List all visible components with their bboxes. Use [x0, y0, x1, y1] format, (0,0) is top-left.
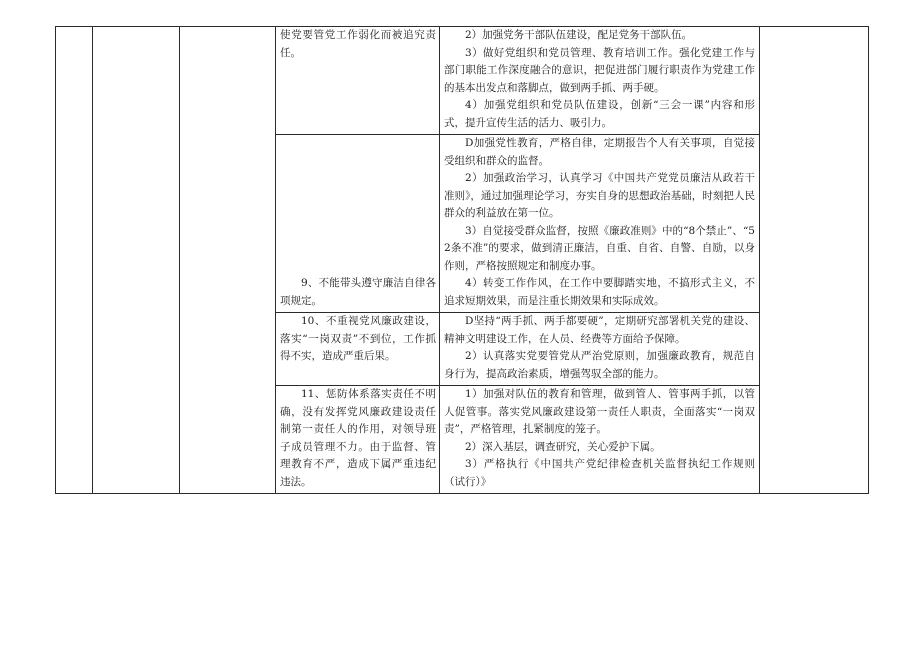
remarks-cell: [760, 27, 869, 494]
index-cell: [56, 27, 93, 494]
measures-cell: [440, 313, 760, 386]
measure-item: 3）自觉接受群众监督，按照《廉政准则》中的“8个禁止”、“52条不准”的要求，做到清正廉洁，自重、自省、自警、自励，以身作则，严格按照规定和制度办事。: [444, 224, 755, 272]
measure-item: 4）转变工作作风，在工作中要脚踏实地，不搞形式主义，不追求短期效果，而是注重长期效果和实际成效。: [444, 277, 755, 307]
measure-item: 4）加强党组织和党员队伍建设，创新“三会一课”内容和形式，提升宣传生活的活力、吸引力。: [444, 99, 755, 129]
measure-item: 2）加强党务干部队伍建设，配足党务干部队伍。: [465, 29, 693, 41]
post-cell: [180, 27, 276, 494]
risk-cell: [276, 386, 440, 494]
measures-cell: [440, 135, 760, 313]
risk-text: 10、不重视党风廉政建设，落实“一岗双责”不到位，工作抓得不实，造成严重后果。: [280, 315, 436, 362]
measure-item: D加强党性教育，严格自律，定期报告个人有关事项，自觉接受组织和群众的监督。: [444, 137, 755, 167]
responsibility-table: [55, 26, 869, 494]
risk-cell: [276, 313, 440, 386]
risk-text: 9、不能带头遵守廉洁自律各项规定。: [280, 277, 436, 307]
measure-item: 1）加强对队伍的教育和管理，做到管人、管事两手抓，以管人促管事。落实党风廉政建设第一责任人职责，全面落实“一岗双责”，严格管理，扎紧制度的笼子。: [444, 388, 755, 435]
risk-text: 使党要管党工作弱化而被追究责任。: [280, 29, 436, 59]
measures-cell: [440, 27, 760, 135]
risk-text: 11、惩防体系落实责任不明确，没有发挥党风廉政建设责任制第一责任人的作用，对领导班子成员管理不力。由于监督、管理教育不严，造成下属严重违纪违法。: [280, 388, 436, 488]
measure-item: D坚持“两手抓、两手都要硬”，定期研究部署机关党的建设、精神文明建设工作，在人员、经费等方面给予保障。: [444, 315, 755, 345]
risk-cell: [276, 135, 440, 313]
measures-cell: [440, 386, 760, 494]
measure-item: 2）认真落实党要管党从严治党原则，加强廉政教育，规范自身行为，提高政治素质，增强驾驭全部的能力。: [444, 350, 755, 380]
measure-item: 2）深入基层，调查研究，关心爱护下属。: [465, 440, 661, 453]
measure-item: 3）做好党组织和党员管理、教育培训工作。强化党建工作与部门职能工作深度融合的意识，把促进部门履行职责作为党建工作的基本出发点和落脚点，做到两手抓、两手硬。: [444, 46, 755, 94]
category-cell: [93, 27, 180, 494]
risk-cell: [276, 27, 440, 135]
table-row: [56, 27, 869, 135]
measure-item: 3）严格执行《中国共产党纪律检查机关监督执纪工作规则（试行）》: [444, 458, 755, 488]
measure-item: 2）加强政治学习，认真学习《中国共产党党员廉洁从政若干准则》，通过加强理论学习，夯实自身的思想政治基础，时刻把人民群众的利益放在第一位。: [444, 172, 755, 219]
